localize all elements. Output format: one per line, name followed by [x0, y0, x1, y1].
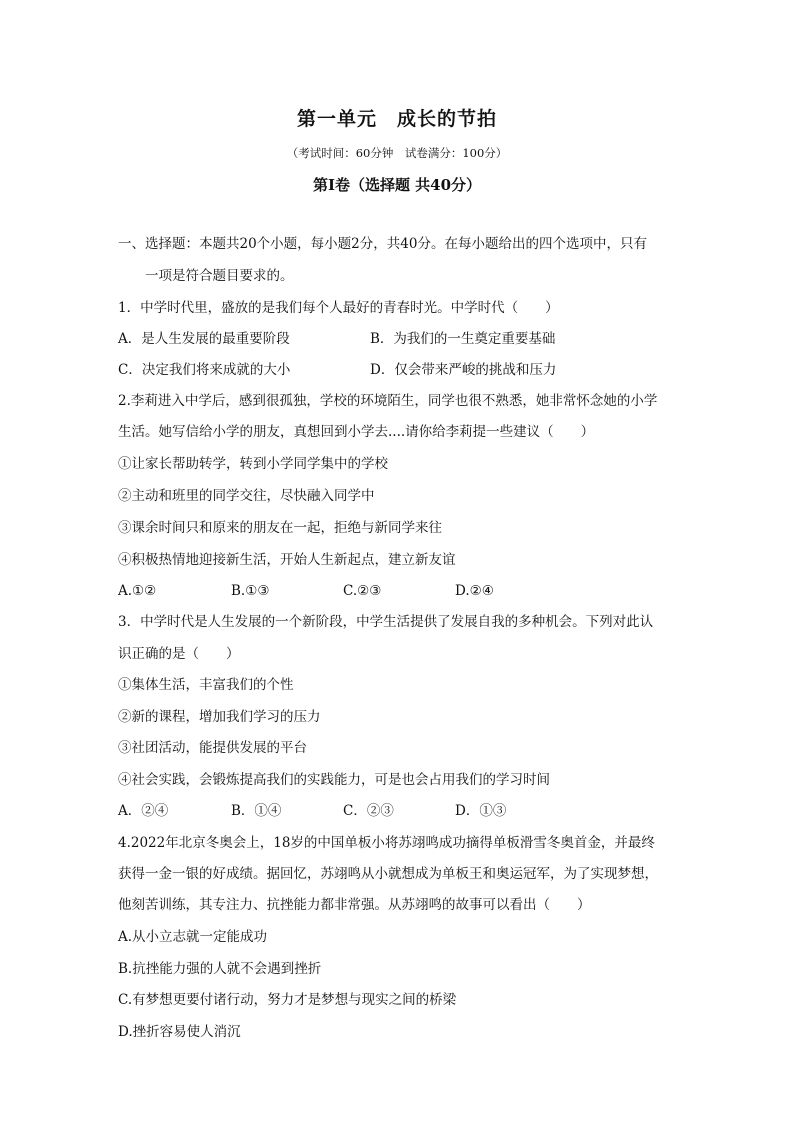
- question-3-option-c: C．②③: [343, 803, 394, 819]
- question-2-stem-line-1: 2.李莉进入中学后，感到很孤独，学校的环境陌生，同学也很不熟悉，她非常怀念她的小学: [118, 393, 658, 409]
- instructions-line-2: 一项是符合题目要求的。: [145, 268, 294, 284]
- page-title: 第一单元 成长的节拍: [296, 108, 497, 130]
- section-title: 第Ⅰ卷（选择题 共40分）: [312, 176, 482, 194]
- instructions-line-1: 一、选择题：本题共20个小题，每小题2分，共40分。在每小题给出的四个选项中，只有: [118, 236, 647, 252]
- question-2-option-d: D.②④: [455, 583, 494, 599]
- question-3-option-d: D．①③: [455, 803, 507, 819]
- question-1-option-b: B．为我们的一生奠定重要基础: [370, 331, 556, 347]
- question-2-statement-1: ①让家长帮助转学，转到小学同学集中的学校: [118, 456, 388, 472]
- question-3-option-b: B．①④: [231, 803, 282, 819]
- question-4-stem-line-1: 4.2022年北京冬奥会上，18岁的中国单板小将苏翊鸣成功摘得单板滑雪冬奥首金，并最终: [118, 835, 655, 851]
- question-4-option-d: D.挫折容易使人消沉: [118, 1024, 241, 1040]
- question-1-option-d: D．仅会带来严峻的挑战和压力: [370, 362, 557, 378]
- question-4-option-a: A.从小立志就一定能成功: [118, 929, 268, 945]
- question-1-stem: 1．中学时代里，盛放的是我们每个人最好的青春时光。中学时代（ ）: [118, 300, 559, 316]
- question-3-statement-1: ①集体生活，丰富我们的个性: [118, 677, 294, 693]
- question-2-option-c: C.②③: [343, 583, 382, 599]
- question-1-option-a: A．是人生发展的最重要阶段: [118, 331, 290, 347]
- question-2-statement-3: ③课余时间只和原来的朋友在一起，拒绝与新同学来往: [118, 520, 442, 536]
- question-4-option-c: C.有梦想更要付诸行动，努力才是梦想与现实之间的桥梁: [118, 992, 457, 1008]
- question-1-option-c: C．决定我们将来成就的大小: [118, 362, 291, 378]
- question-2-statement-4: ④积极热情地迎接新生活，开始人生新起点，建立新友谊: [118, 552, 456, 568]
- question-3-statement-3: ③社团活动，能提供发展的平台: [118, 740, 307, 756]
- question-3-statement-2: ②新的课程，增加我们学习的压力: [118, 709, 321, 725]
- question-2-statement-2: ②主动和班里的同学交往，尽快融入同学中: [118, 488, 375, 504]
- question-4-option-b: B.抗挫能力强的人就不会遇到挫折: [118, 961, 322, 977]
- question-4-stem-line-3: 他刻苦训练，其专注力、抗挫能力都非常强。从苏翊鸣的故事可以看出（ ）: [118, 897, 591, 913]
- question-3-option-a: A．②④: [118, 803, 169, 819]
- question-2-stem-line-2: 生活。她写信给小学的朋友，真想回到小学去....请你给李莉提一些建议（ ）: [118, 424, 595, 440]
- question-3-stem-line-1: 3．中学时代是人生发展的一个新阶段，中学生活提供了发展自我的多种机会。下列对此认: [118, 614, 654, 630]
- question-4-stem-line-2: 获得一金一银的好成绩。据回忆，苏翊鸣从小就想成为单板王和奥运冠军，为了实现梦想，: [118, 866, 658, 882]
- question-2-option-a: A.①②: [118, 583, 157, 599]
- question-3-stem-line-2: 识正确的是（ ）: [118, 646, 240, 662]
- exam-info: （考试时间：60分钟 试卷满分：100分）: [286, 146, 508, 160]
- question-2-option-b: B.①③: [231, 583, 270, 599]
- question-3-statement-4: ④社会实践，会锻炼提高我们的实践能力，可是也会占用我们的学习时间: [118, 772, 550, 788]
